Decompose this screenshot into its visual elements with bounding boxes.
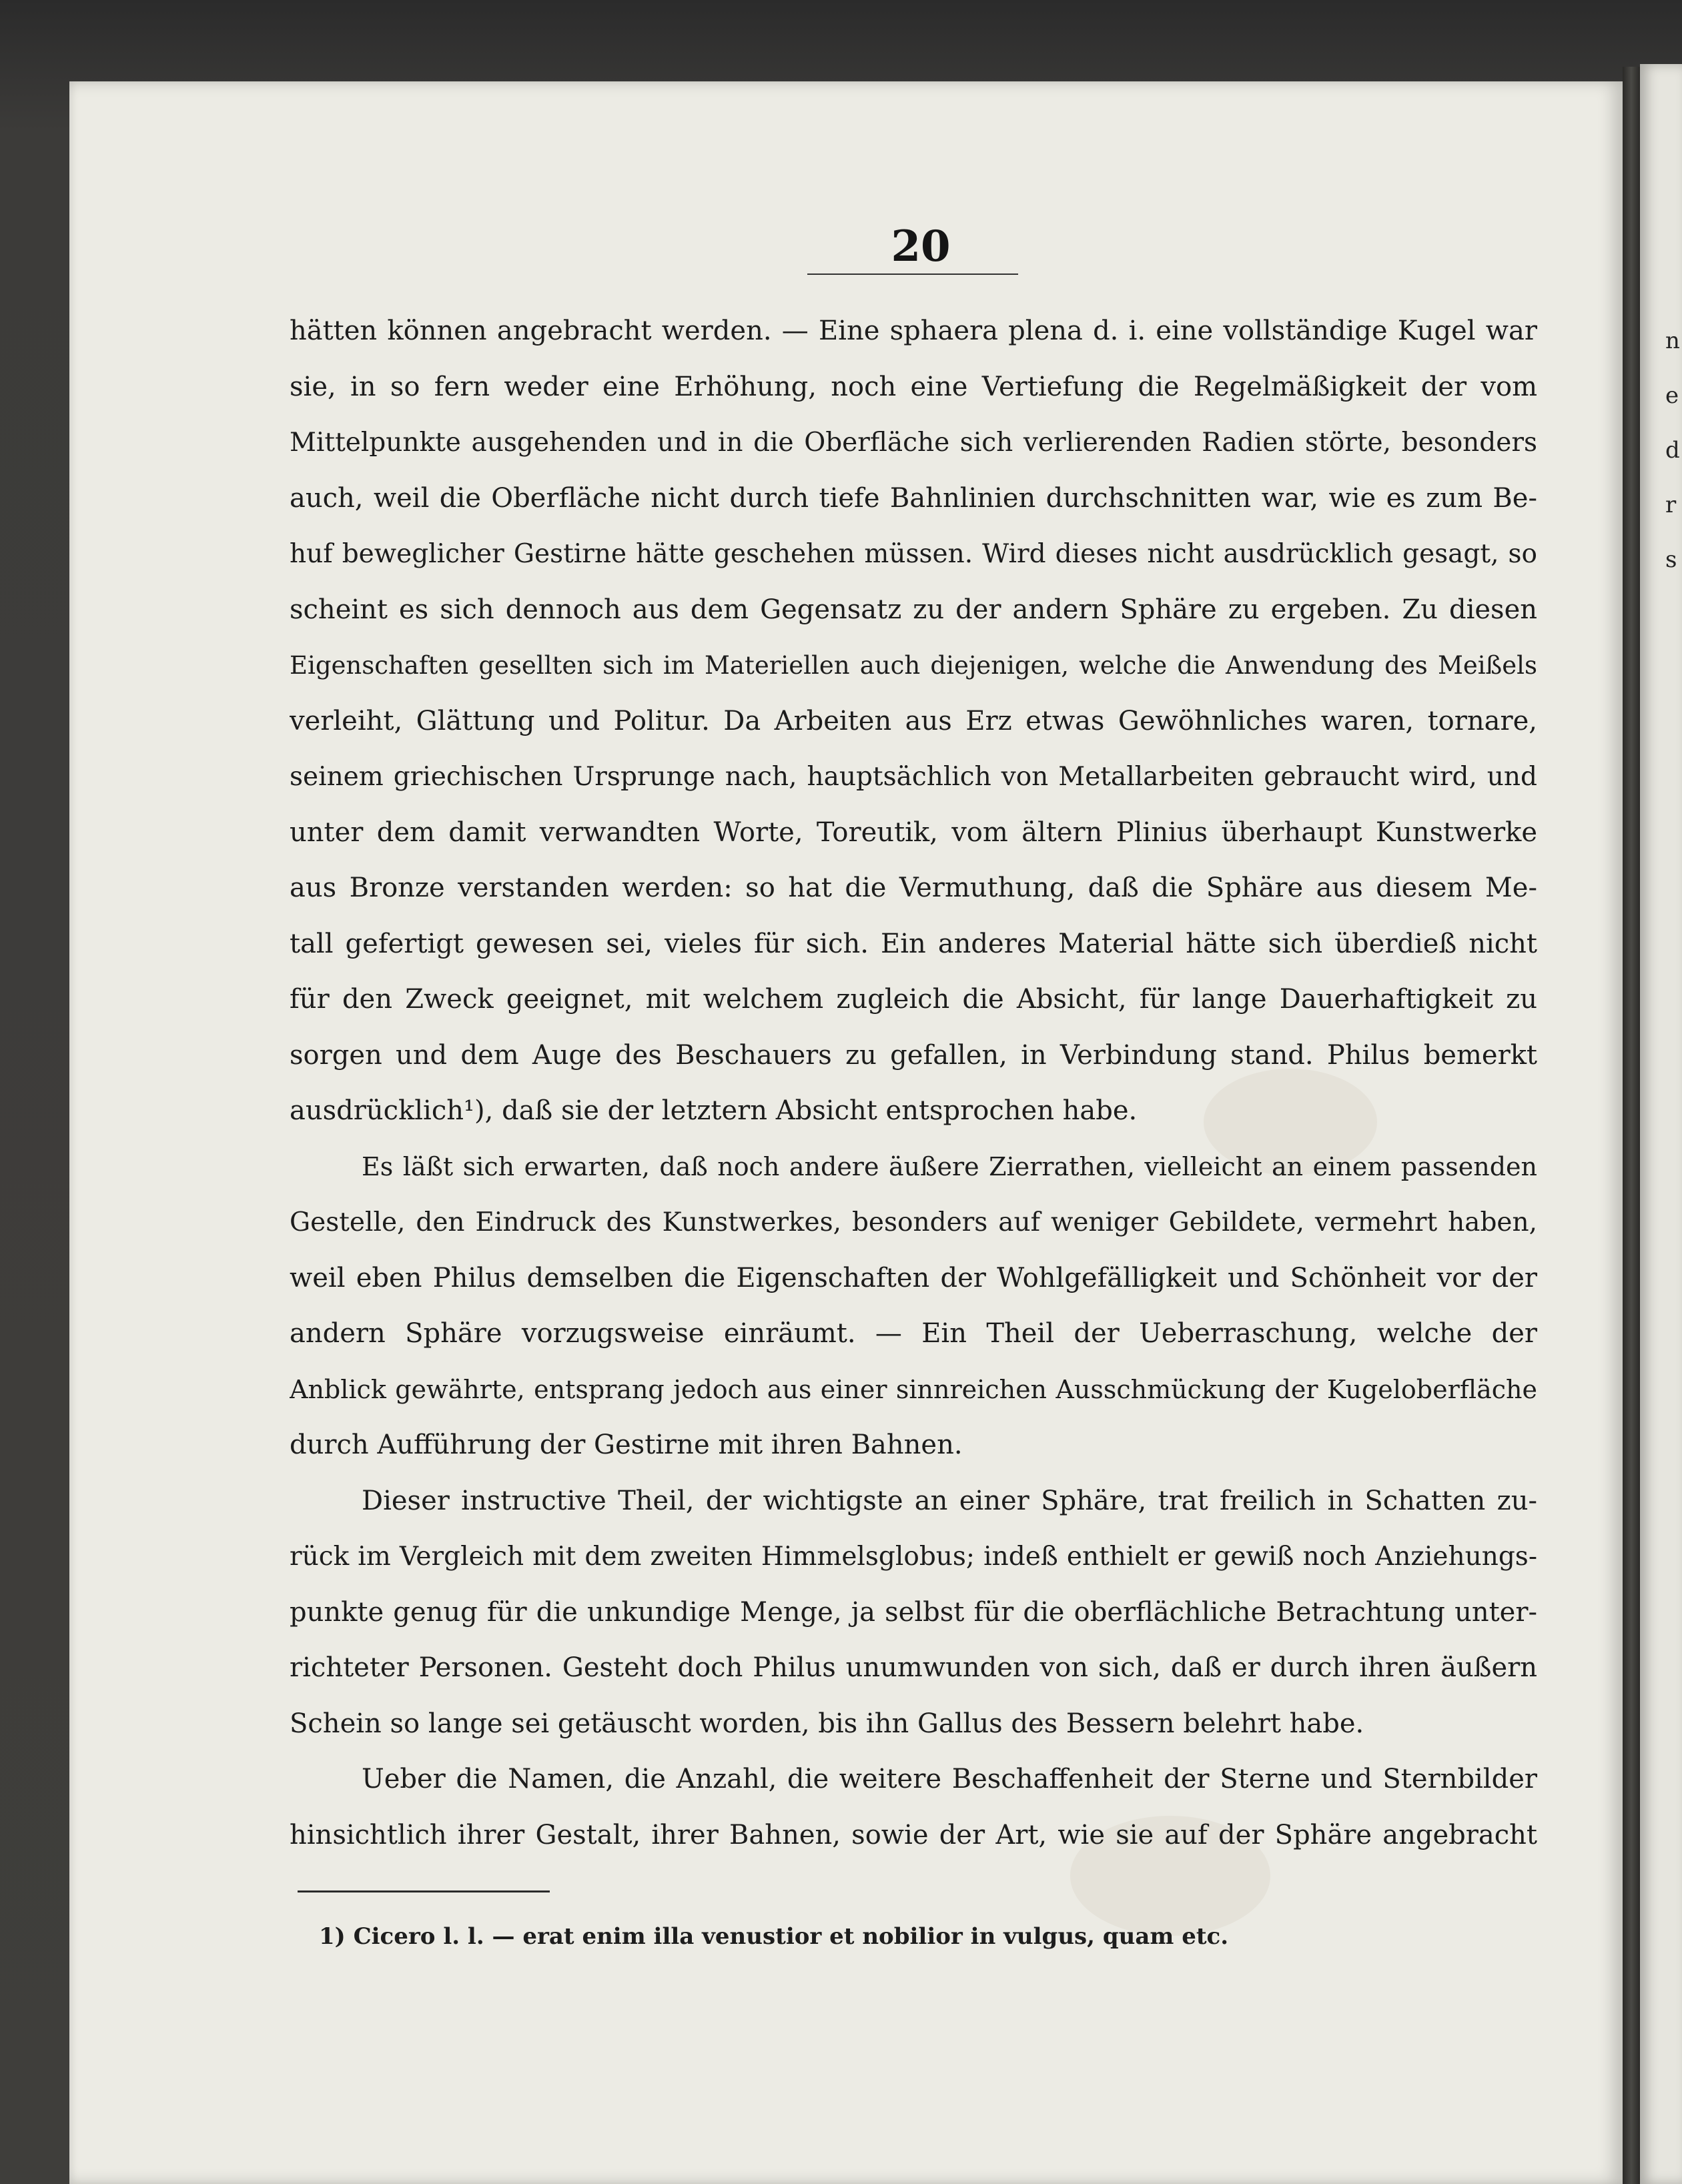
text-line: huf beweglicher Gestirne hätte geschehen müssen. Wird dieses nicht ausdrücklich gesagt, so (290, 539, 1537, 569)
text-line: seinem griechischen Ursprunge nach, hauptsächlich von Metallarbeiten gebraucht wird, und (290, 762, 1537, 792)
text-line: Ueber die Namen, die Anzahl, die weitere Beschaffenheit der Sterne und Sternbilder (362, 1764, 1537, 1794)
text-line: Eigenschaften gesellten sich im Materiellen auch diejenigen, welche die Anwendung des Meißels (290, 651, 1537, 680)
text-line: Anblick gewährte, entsprang jedoch aus einer sinnreichen Ausschmückung der Kugeloberfläche (290, 1374, 1537, 1404)
text-line: andern Sphäre vorzugsweise einräumt. — Ein Theil der Ueberraschung, welche der (290, 1318, 1537, 1349)
facing-letter: e (1665, 382, 1679, 409)
text-line: Gestelle, den Eindruck des Kunstwerkes, besonders auf weniger Gebildete, vermehrt haben, (290, 1207, 1537, 1237)
facing-letter: r (1665, 492, 1677, 518)
text-line: durch Aufführung der Gestirne mit ihren Bahnen. (290, 1430, 963, 1460)
text-line: für den Zweck geeignet, mit welchem zugleich die Absicht, für lange Dauerhaftigkeit zu (290, 984, 1537, 1015)
facing-letter: d (1665, 437, 1680, 464)
text-line: Schein so lange sei getäuscht worden, bis ihn Gallus des Bessern belehrt habe. (290, 1708, 1364, 1739)
text-line: rück im Vergleich mit dem zweiten Himmelsglobus; indeß enthielt er gewiß noch Anziehungs- (290, 1542, 1537, 1572)
text-line: Es läßt sich erwarten, daß noch andere äußere Zierrathen, vielleicht an einem passenden (362, 1151, 1537, 1181)
text-line: hätten können angebracht werden. — Eine sphaera plena d. i. eine vollständige Kugel war (290, 316, 1537, 346)
text-line: sorgen und dem Auge des Beschauers zu gefallen, in Verbindung stand. Philus bemerkt (290, 1039, 1537, 1071)
facing-letter: s (1665, 546, 1677, 573)
page-number-rule (807, 274, 1018, 275)
text-line: verleiht, Glättung und Politur. Da Arbeiten aus Erz etwas Gewöhnliches waren, tornare, (290, 705, 1537, 736)
facing-page-letters (1665, 314, 1680, 587)
text-line: weil eben Philus demselben die Eigenschaften der Wohlgefälligkeit und Schönheit vor der (290, 1262, 1537, 1293)
facing-letter: n (1665, 328, 1680, 354)
text-line: sie, in so fern weder eine Erhöhung, noch eine Vertiefung die Regelmäßigkeit der vom (290, 371, 1537, 402)
text-line: richteter Personen. Gesteht doch Philus unumwunden von sich, daß er durch ihren äußern (290, 1652, 1537, 1683)
text-line: tall gefertigt gewesen sei, vieles für sich. Ein anderes Material hätte sich überdieß nicht (290, 928, 1537, 959)
footnote-rule (298, 1890, 550, 1892)
text-line: unter dem damit verwandten Worte, Toreutik, vom ältern Plinius überhaupt Kunstwerke (290, 816, 1537, 848)
text-line: aus Bronze verstanden werden: so hat die Vermuthung, daß die Sphäre aus diesem Me- (290, 873, 1537, 903)
page-number: 20 (891, 221, 951, 271)
body-text (290, 304, 1537, 1863)
text-line: scheint es sich dennoch aus dem Gegensatz zu der andern Sphäre zu ergeben. Zu diesen (290, 594, 1537, 625)
text-line: auch, weil die Oberfläche nicht durch tiefe Bahnlinien durchschnitten war, wie es zum Be- (290, 482, 1537, 514)
text-line: punkte genug für die unkundige Menge, ja selbst für die oberflächliche Betrachtung unter- (290, 1596, 1537, 1628)
text-line: hinsichtlich ihrer Gestalt, ihrer Bahnen, sowie der Art, wie sie auf der Sphäre angebracht (290, 1819, 1537, 1850)
footnote: 1) Cicero l. l. — erat enim illa venustior et nobilior in vulgus, quam etc. (319, 1923, 1229, 1950)
book-gutter (1623, 67, 1640, 2184)
text-line: Dieser instructive Theil, der wichtigste an einer Sphäre, trat freilich in Schatten zu- (362, 1485, 1537, 1516)
text-line: ausdrücklich¹), daß sie der letztern Absicht entsprochen habe. (290, 1095, 1138, 1126)
text-line: Mittelpunkte ausgehenden und in die Oberfläche sich verlierenden Radien störte, besonders (290, 428, 1537, 458)
